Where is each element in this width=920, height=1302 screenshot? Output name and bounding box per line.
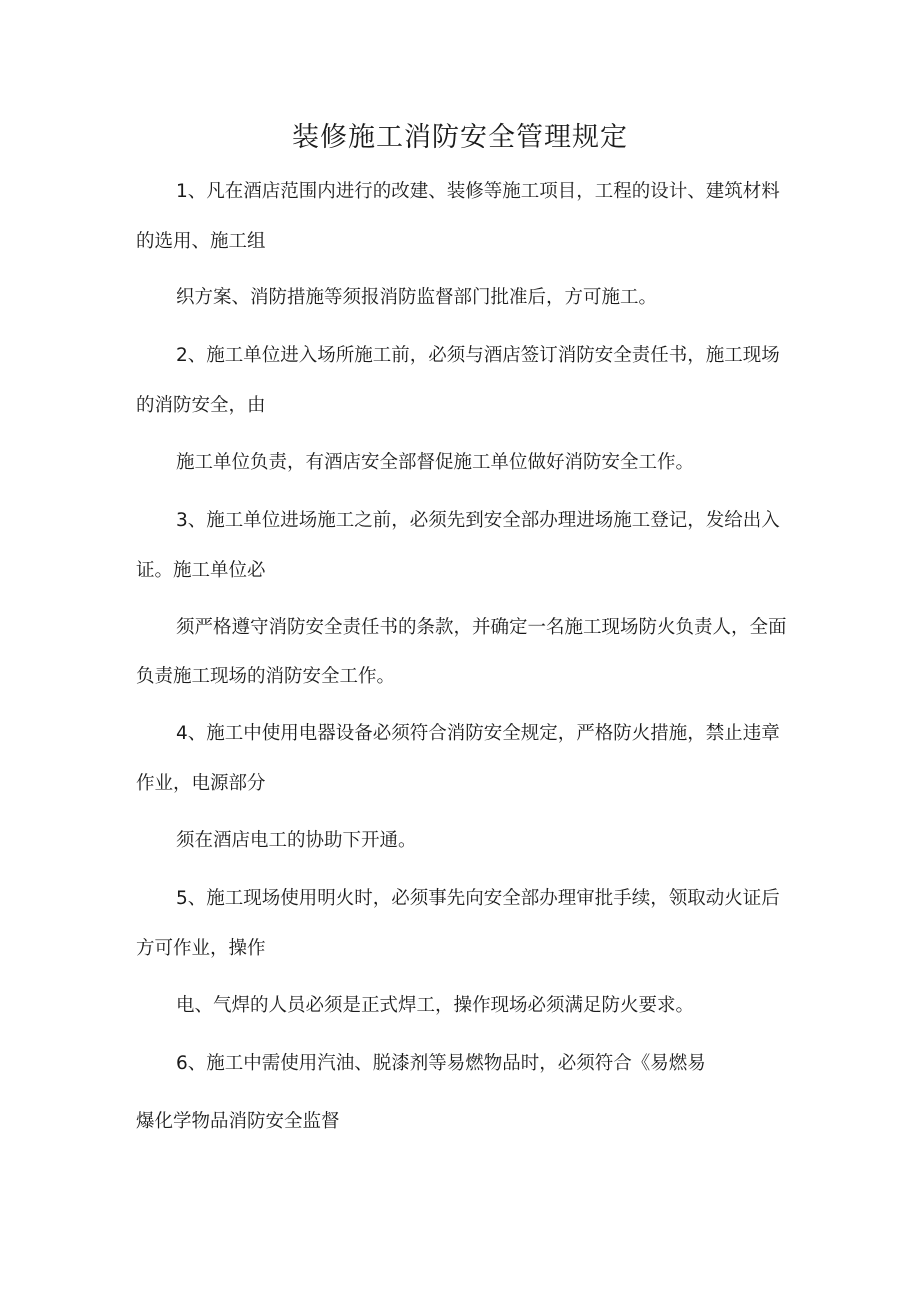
paragraph-line: 1、凡在酒店范围内进行的改建、装修等施工项目，工程的设计、建筑材料: [176, 181, 780, 202]
paragraph-line: 施工单位负责，有酒店安全部督促施工单位做好消防安全工作。: [176, 452, 695, 473]
paragraph-line: 须在酒店电工的协助下开通。: [176, 830, 417, 851]
paragraph-line: 负责施工现场的消防安全工作。: [136, 666, 396, 687]
paragraph-line: 3、施工单位进场施工之前，必须先到安全部办理进场施工登记，发给出入: [176, 510, 780, 531]
paragraph-line: 4、施工中使用电器设备必须符合消防安全规定，严格防火措施，禁止违章: [176, 723, 780, 744]
paragraph-line: 的选用、施工组: [136, 231, 266, 252]
paragraph-line: 方可作业，操作: [136, 938, 266, 959]
paragraph-line: 2、施工单位进入场所施工前，必须与酒店签订消防安全责任书，施工现场: [176, 345, 780, 366]
paragraph-line: 爆化学物品消防安全监督: [136, 1111, 340, 1132]
paragraph-line: 证。施工单位必: [136, 560, 266, 581]
paragraph-line: 须严格遵守消防安全责任书的条款，并确定一名施工现场防火负责人，全面: [176, 617, 787, 638]
paragraph-line: 织方案、消防措施等须报消防监督部门批准后，方可施工。: [176, 287, 658, 308]
paragraph-line: 电、气焊的人员必须是正式焊工，操作现场必须满足防火要求。: [176, 995, 695, 1016]
paragraph-line: 5、施工现场使用明火时，必须事先向安全部办理审批手续，领取动火证后: [176, 888, 780, 909]
paragraph-line: 6、施工中需使用汽油、脱漆剂等易燃物品时，必须符合《易燃易: [176, 1053, 706, 1074]
paragraph-line: 作业，电源部分: [136, 773, 266, 794]
paragraph-line: 的消防安全，由: [136, 395, 266, 416]
document-title: 装修施工消防安全管理规定: [292, 122, 628, 153]
